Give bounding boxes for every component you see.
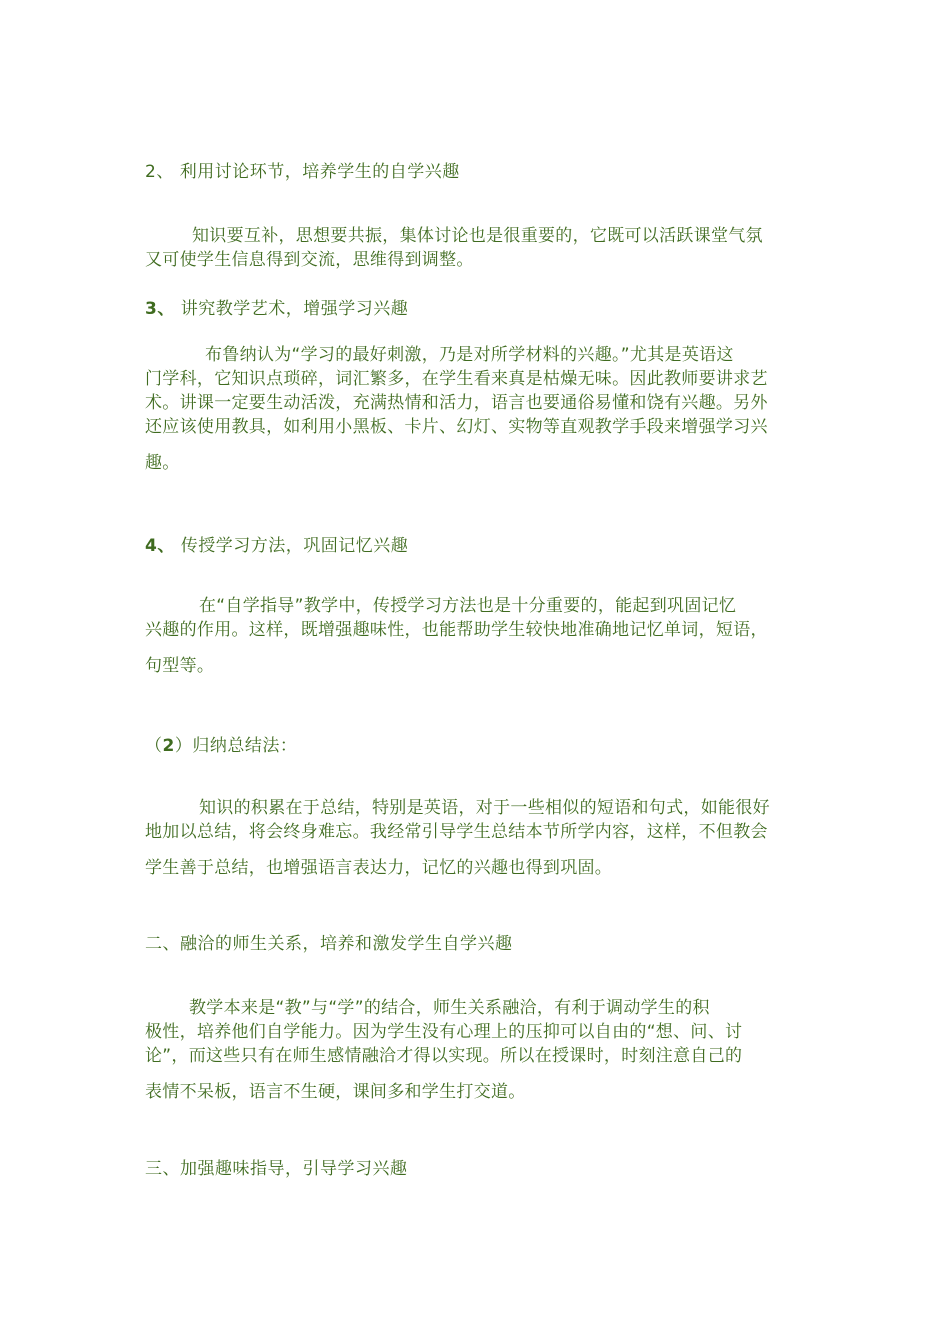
heading-text: 传授学习方法，巩固记忆兴趣 (174, 536, 409, 556)
paragraph-4 (145, 594, 815, 678)
heading-4 (145, 534, 815, 558)
heading-summary-method (145, 734, 815, 758)
heading-section-three: 三、加强趣味指导，引导学习兴趣 (145, 1159, 408, 1179)
paragraph-line: 教学本来是“教”与“学”的结合，师生关系融洽，有利于调动学生的积 (189, 998, 710, 1018)
heading-number: 2 (162, 736, 175, 756)
paragraph-line: 表情不呆板，语言不生硬，课间多和学生打交道。 (145, 1082, 526, 1102)
paragraph-line: 趣。 (145, 453, 180, 473)
paragraph-line: 极性，培养他们自学能力。因为学生没有心理上的压抑可以自由的“想、问、讨 (145, 1022, 743, 1042)
paragraph-line: 知识要互补，思想要共振，集体讨论也是很重要的，它既可以活跃课堂气氛 (192, 226, 763, 246)
heading-number: 4、 (145, 536, 175, 556)
paragraph-line: 门学科，它知识点琐碎，词汇繁多，在学生看来真是枯燥无味。因此教师要讲求艺 (145, 369, 768, 389)
paragraph-line: 学生善于总结，也增强语言表达力，记忆的兴趣也得到巩固。 (145, 858, 613, 878)
paragraph-line: 句型等。 (145, 656, 215, 676)
heading-text: ）归纳总结法： (174, 736, 298, 756)
paragraph-line: 又可使学生信息得到交流，思维得到调整。 (145, 250, 474, 270)
paragraph-line: 在“自学指导”教学中，传授学习方法也是十分重要的，能起到巩固记忆 (199, 596, 737, 616)
paragraph-3 (145, 343, 815, 475)
heading-number: 3、 (145, 299, 175, 319)
paragraph-section-two (145, 996, 815, 1104)
paragraph-2 (145, 224, 815, 272)
paragraph-line: 术。讲课一定要生动活泼，充满热情和活力，语言也要通俗易懂和饶有兴趣。另外 (145, 393, 768, 413)
paragraph-summary (145, 796, 815, 880)
paragraph-line: 论”，而这些只有在师生感情融洽才得以实现。所以在授课时，时刻注意自己的 (145, 1046, 743, 1066)
paragraph-line: 地加以总结，将会终身难忘。我经常引导学生总结本节所学内容，这样，不但教会 (145, 822, 768, 842)
paragraph-line: 知识的积累在于总结，特别是英语，对于一些相似的短语和句式，如能很好 (199, 798, 770, 818)
heading-section-two: 二、融洽的师生关系，培养和激发学生自学兴趣 (145, 934, 513, 954)
paragraph-line: 兴趣的作用。这样，既增强趣味性，也能帮助学生较快地准确地记忆单词，短语， (145, 620, 768, 640)
paragraph-line: 还应该使用教具，如利用小黑板、卡片、幻灯、实物等直观教学手段来增强学习兴 (145, 417, 768, 437)
paragraph-line: 布鲁纳认为“学习的最好刺激，乃是对所学材料的兴趣。”尤其是英语这 (205, 345, 734, 365)
heading-paren: （ (145, 736, 163, 756)
heading-text: 讲究教学艺术，增强学习兴趣 (174, 299, 409, 319)
heading-2: 2、 利用讨论环节，培养学生的自学兴趣 (145, 162, 460, 182)
heading-3 (145, 297, 815, 321)
